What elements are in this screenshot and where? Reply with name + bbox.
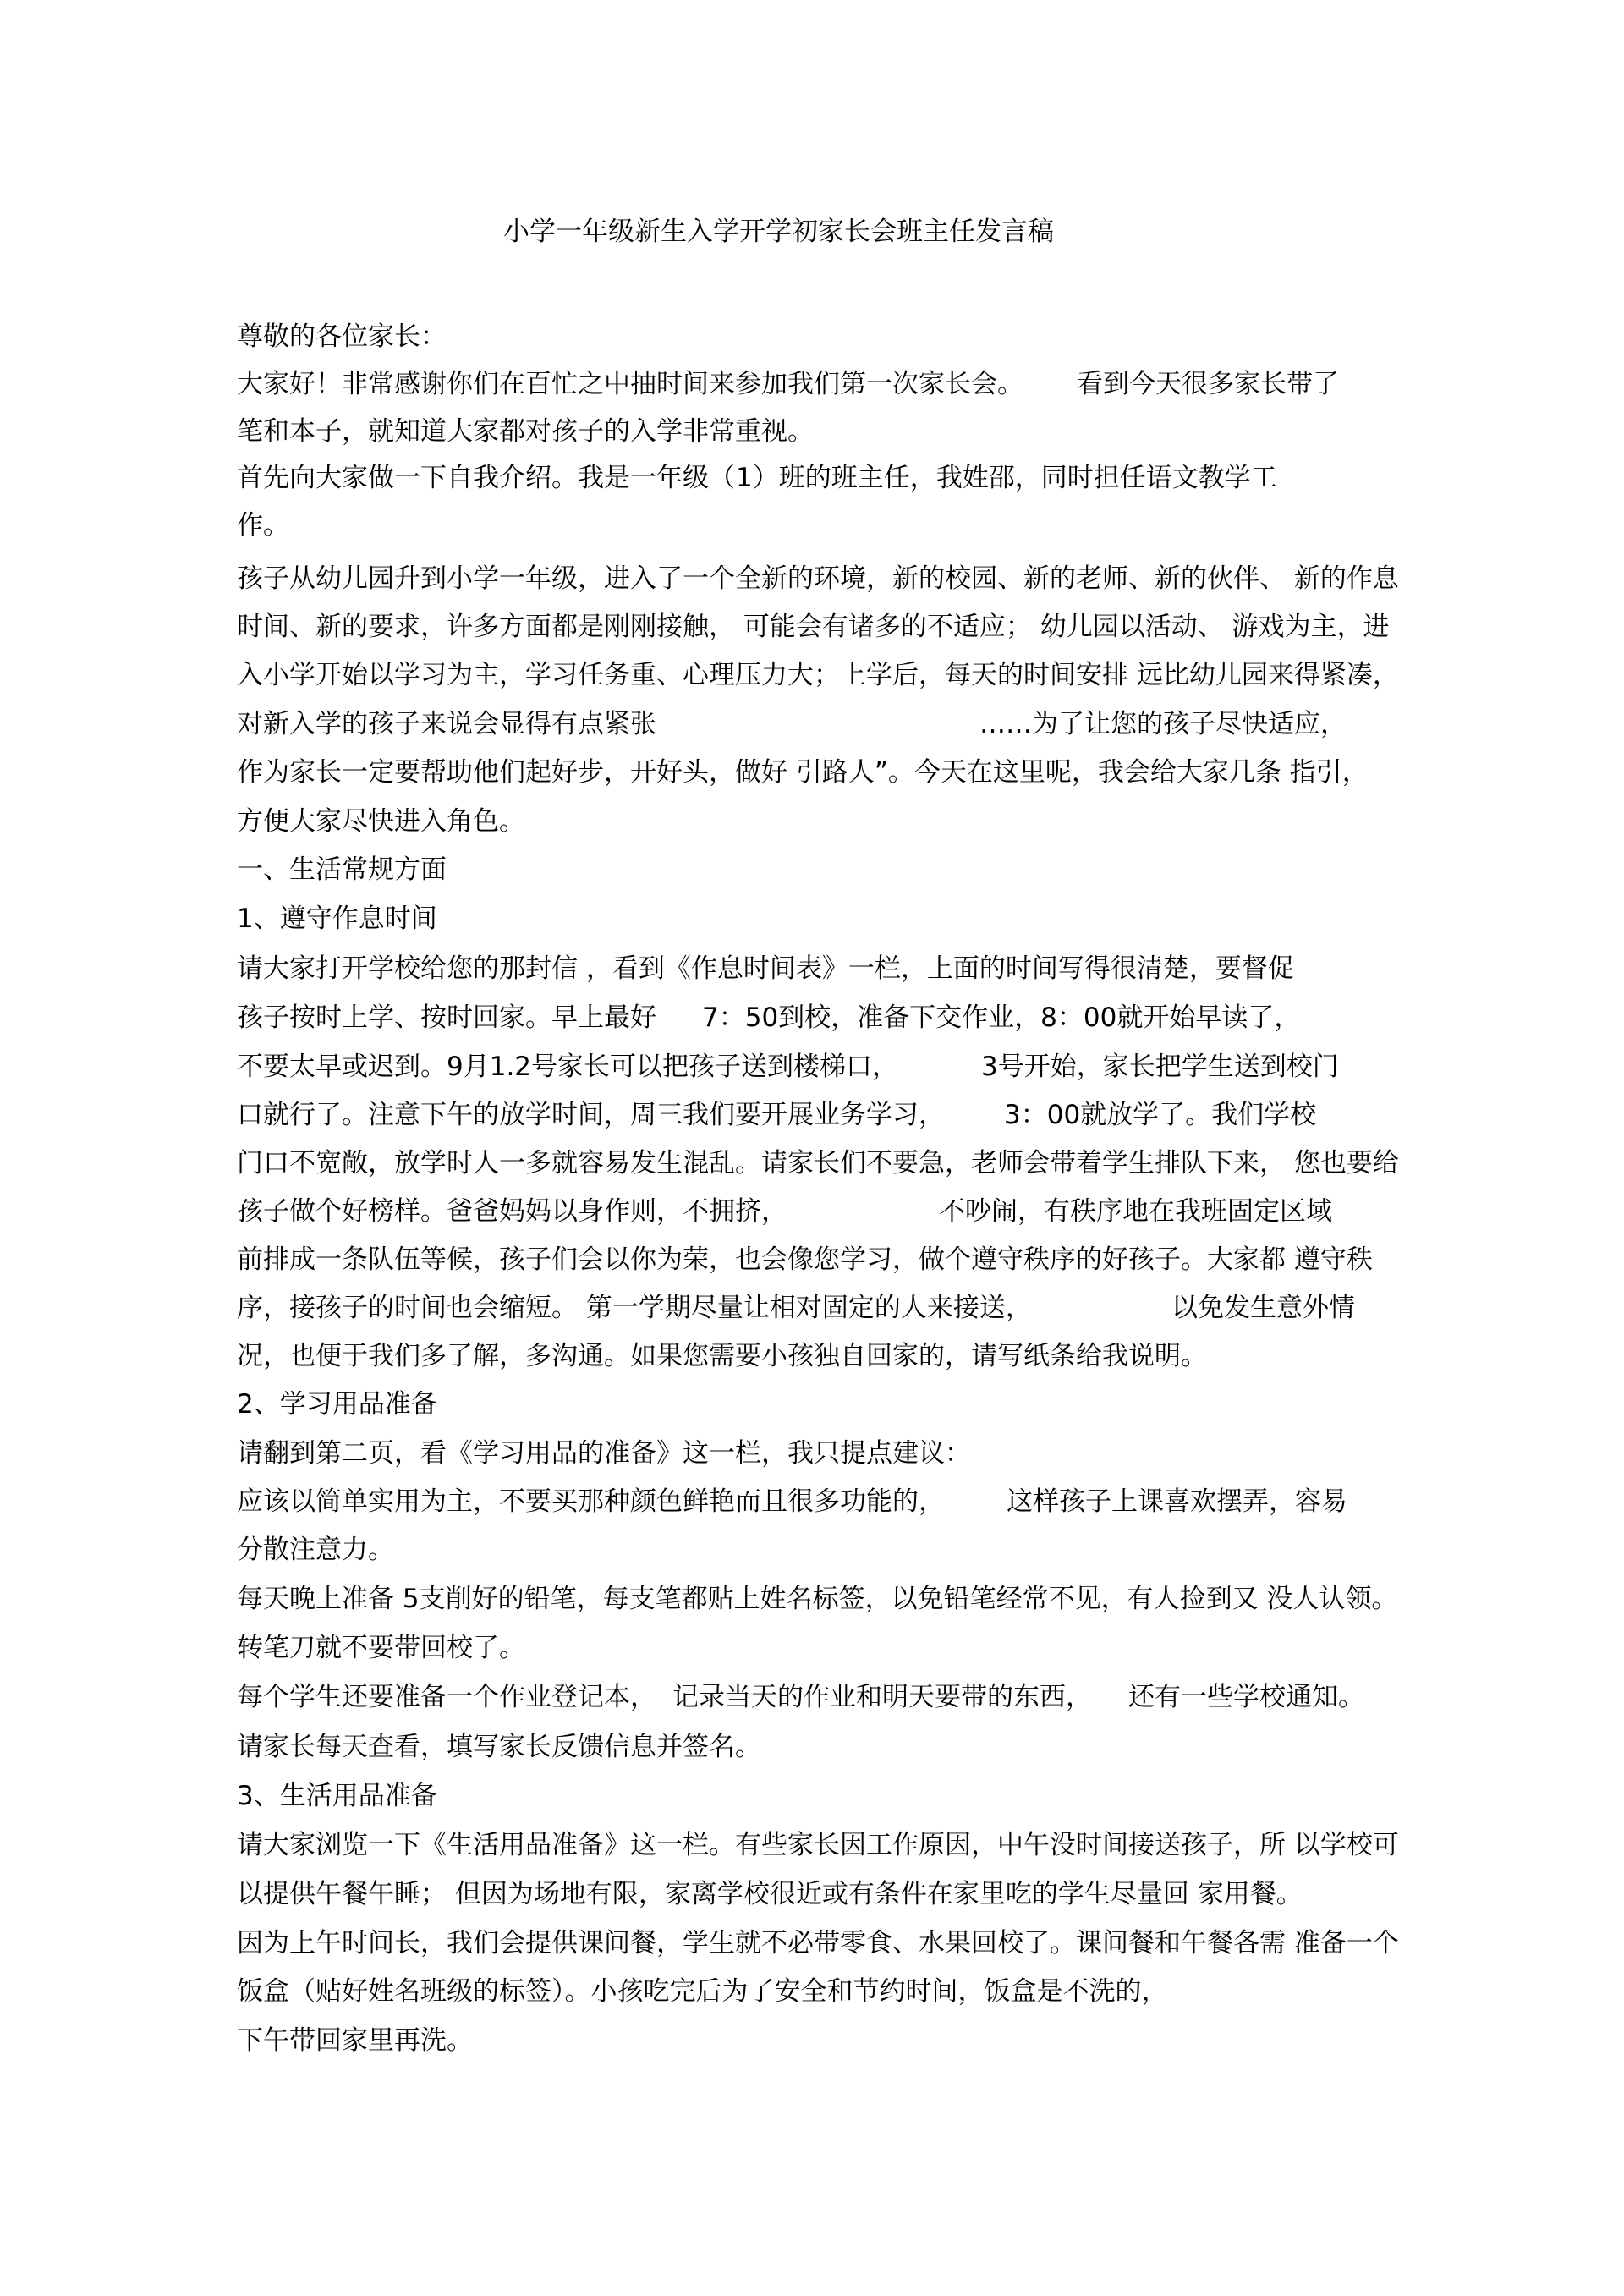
text-segment: 请家长每天查看，填写家长反馈信息并签名。 bbox=[237, 1732, 761, 1762]
text-segment: 因为上午时间长，我们会提供课间餐，学生就不必带零食、水果回校了。课间餐和午餐各需 准备一个 bbox=[237, 1928, 1399, 1958]
text-segment: 3：00就放学了。我们学校 bbox=[1004, 1100, 1317, 1130]
text-segment: 3号开始，家长把学生送到校门 bbox=[981, 1052, 1339, 1082]
text-segment: 看到今天很多家长带了 bbox=[1077, 369, 1339, 399]
text-segment: 方便大家尽快进入角色。 bbox=[237, 806, 525, 837]
text-segment: 尊敬的各位家长： bbox=[237, 321, 447, 352]
text-segment: 入小学开始以学习为主，学习任务重、心理压力大；上学后，每天的时间安排 远比幼儿园来得紧凑， bbox=[237, 660, 1399, 690]
text-segment: 对新入学的孩子来说会显得有点紧张 bbox=[237, 709, 656, 739]
text-segment: 每个学生还要准备一个作业登记本， bbox=[237, 1682, 656, 1712]
text-segment: 作。 bbox=[237, 510, 289, 541]
text-segment: 分散注意力。 bbox=[237, 1535, 394, 1565]
text-segment: 首先向大家做一下自我介绍。我是一年级（ bbox=[237, 463, 735, 493]
text-segment: 请大家打开学校给您的那封信 ，看到《作息时间表》一栏，上面的时间写得很清楚，要督促 bbox=[237, 953, 1294, 984]
text-segment: 下午带回家里再洗。 bbox=[237, 2025, 473, 2056]
text-segment: 不要太早或迟到。9月1.2号家长可以把孩子送到楼梯口， bbox=[237, 1052, 899, 1082]
text-segment: 不吵闹，有秩序地在我班固定区域 bbox=[939, 1196, 1332, 1227]
text-segment: 口就行了。注意下午的放学时间，周三我们要开展业务学习， bbox=[237, 1100, 945, 1130]
text-segment: 3、生活用品准备 bbox=[237, 1781, 437, 1811]
text-segment: 时间、新的要求，许多方面都是刚刚接触， 可能会有诸多的不适应； 幼儿园以活动、 游戏为主，进 bbox=[237, 612, 1390, 642]
text-segment: 2、学习用品准备 bbox=[237, 1389, 437, 1420]
text-segment: 一、生活常规方面 bbox=[237, 854, 447, 885]
text-segment: 孩子做个好榜样。爸爸妈妈以身作则，不拥挤， bbox=[237, 1196, 787, 1227]
text-segment: 孩子从幼儿园升到小学一年级，进入了一个全新的环境，新的校园、新的老师、新的伙伴、 新的作息 bbox=[237, 563, 1399, 594]
text-segment: 这样孩子上课喜欢摆弄，容易 bbox=[1007, 1486, 1347, 1517]
text-segment: 记录当天的作业和明天要带的东西， bbox=[672, 1682, 1092, 1712]
text-segment: 门口不宽敞，放学时人一多就容易发生混乱。请家长们不要急，老师会带着学生排队下来， 您也要给 bbox=[237, 1148, 1399, 1178]
text-segment: 请大家浏览一下《生活用品准备》这一栏。有些家长因工作原因，中午没时间接送孩子，所 以学校可 bbox=[237, 1830, 1399, 1860]
text-segment: 饭盒（贴好姓名班级的标签）。小孩吃完后为了安全和节约时间，饭盒是不洗的， bbox=[237, 1976, 1168, 2007]
text-segment: 1、遵守作息时间 bbox=[237, 904, 437, 934]
text-segment: 还有一些学校通知。 bbox=[1128, 1682, 1364, 1712]
text-segment: 序，接孩子的时间也会缩短。 第一学期尽量让相对固定的人来接送， bbox=[237, 1293, 1032, 1323]
document-title: 小学一年级新生入学开学初家长会班主任发言稿 bbox=[503, 217, 1054, 247]
text-segment: 孩子按时上学、按时回家。早上最好 bbox=[237, 1002, 656, 1033]
text-segment: 应该以简单实用为主，不要买那种颜色鲜艳而且很多功能的， bbox=[237, 1486, 945, 1517]
text-segment: 1）班的班主任，我姓邵，同时担任语文教学工 bbox=[736, 463, 1277, 493]
text-segment: 以免发生意外情 bbox=[1171, 1293, 1355, 1323]
text-segment: 以提供午餐午睡； 但因为场地有限，家离学校很近或有条件在家里吃的学生尽量回 家用餐。 bbox=[237, 1879, 1303, 1909]
text-segment: 前排成一条队伍等候，孩子们会以你为荣，也会像您学习，做个遵守秩序的好孩子。大家都 遵守秩 bbox=[237, 1244, 1373, 1275]
text-segment: 每天晚上准备 5支削好的铅笔，每支笔都贴上姓名标签，以免铅笔经常不见，有人捡到又 没人认领。 bbox=[237, 1584, 1398, 1614]
text-segment: ……为了让您的孩子尽快适应， bbox=[979, 709, 1347, 739]
text-segment: 请翻到第二页，看《学习用品的准备》这一栏，我只提点建议： bbox=[237, 1438, 971, 1469]
text-segment: 况，也便于我们多了解，多沟通。如果您需要小孩独自回家的，请写纸条给我说明。 bbox=[237, 1341, 1207, 1371]
text-segment: 7：50到校，准备下交作业，8：00就开始早读了， bbox=[702, 1002, 1301, 1033]
text-segment: 笔和本子，就知道大家都对孩子的入学非常重视。 bbox=[237, 416, 814, 447]
text-segment: 作为家长一定要帮助他们起好步，开好头，做好 引路人”。今天在这里呢，我会给大家几条 指引， bbox=[237, 757, 1369, 788]
text-segment: 大家好！非常感谢你们在百忙之中抽时间来参加我们第一次家长会。 bbox=[237, 369, 1023, 399]
text-segment: 转笔刀就不要带回校了。 bbox=[237, 1633, 525, 1663]
